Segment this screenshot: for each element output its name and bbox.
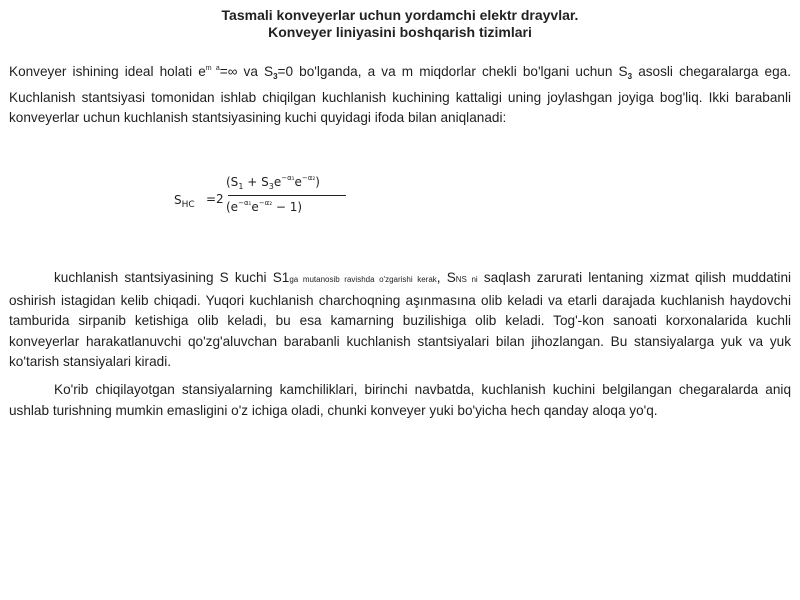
tension-formula: [170, 170, 390, 230]
formula-lhs-subscript: HC: [181, 200, 195, 210]
num-plus: + S: [243, 175, 269, 189]
den-e2: e: [251, 200, 259, 214]
para2-subscript: NS ni: [455, 275, 478, 284]
para1-subscript-1: 3: [273, 72, 278, 81]
num-s1-sub: 1: [238, 182, 244, 191]
num-s3-sub: 3: [268, 182, 274, 191]
para1-text-a: Konveyer ishining ideal holati e: [9, 64, 206, 79]
den-e1-sup: −α₁: [238, 199, 252, 207]
para1-text-d: asosli chegaralarga ega. Kuchlanish stantsiyasi tomonidan ishlab chiqilgan kuchlanish kuchining kattaligi uning joylashgan joyiga bog'liq. Ikki barabanli konveyerlar uchun kuchlanish stantsiyasining kuchi quyidagi ifoda bilan aniqlanadi:: [9, 64, 791, 125]
den-open: (e: [226, 200, 239, 214]
num-close: ): [315, 175, 320, 189]
formula-equals: =2: [206, 192, 224, 206]
num-e2-sup: −α₂: [301, 174, 316, 182]
paragraph-tension-force: [9, 268, 791, 373]
formula-denominator: [226, 199, 302, 214]
formula-numerator: [226, 174, 320, 191]
formula-lhs-symbol: S: [174, 193, 182, 207]
para2-text-c: saqlash zarurati lentaning xizmat qilish muddatini oshirish istagidan kelib chiqadi. Yuqori kuchlanish charchoqning aşınmasına olib keladi va etarli darajada kuchlanish haydovchi tamburida sirpanib ketishiga olib keladi, bu esa kamarning buzilishiga olib keladi. Tog'-kon sanoati korxonalarida kuchli konveyerlar harakatlanuvchi qo'zg'aluvchan barabanli kuchlanish stantsiyalari bilan jihozlangan. Bu stansiyalarga yuk va yuk ko'tarish stansiyalari kiradi.: [9, 270, 792, 369]
paragraph-intro: [9, 59, 791, 129]
num-e1-sup: −α₁: [281, 174, 295, 182]
den-e2-sup: −α₂: [258, 199, 273, 207]
den-tail: − 1): [272, 200, 303, 214]
para1-superscript: m a: [205, 65, 220, 72]
document-title: Tasmali konveyerlar uchun yordamchi elektr drayvlar.: [221, 7, 579, 23]
num-e1: e: [273, 175, 282, 189]
document-subtitle: Konveyer liniyasini boshqarish tizimlari: [268, 24, 532, 40]
para2-text-a: kuchlanish stantsiyasining S kuchi S1: [54, 270, 290, 285]
para2-small-note: ga mutanosib ravishda o'zgarishi kerak: [289, 275, 437, 284]
para2-text-b: , S: [436, 270, 456, 285]
formula-lhs: [174, 193, 195, 210]
num-e2: e: [294, 175, 302, 189]
para1-subscript-2: 3: [627, 72, 633, 81]
para1-text-c: =0 bo'lganda, a va m miqdorlar chekli bo'lgani uchun S: [277, 64, 628, 79]
fraction-bar: [228, 195, 346, 196]
num-open: (S: [226, 175, 239, 189]
para1-text-b: =∞ va S: [219, 64, 274, 79]
paragraph-disadvantages: Ko'rib chiqilayotgan stansiyalarning kamchiliklari, birinchi navbatda, kuchlanish kuchini belgilangan chegaralarda aniq ushlab turishning mumkin emasligini o'z ichiga oladi, chunki konveyer yuki bo'yicha hech qanday aloqa yo'q.: [9, 382, 791, 418]
